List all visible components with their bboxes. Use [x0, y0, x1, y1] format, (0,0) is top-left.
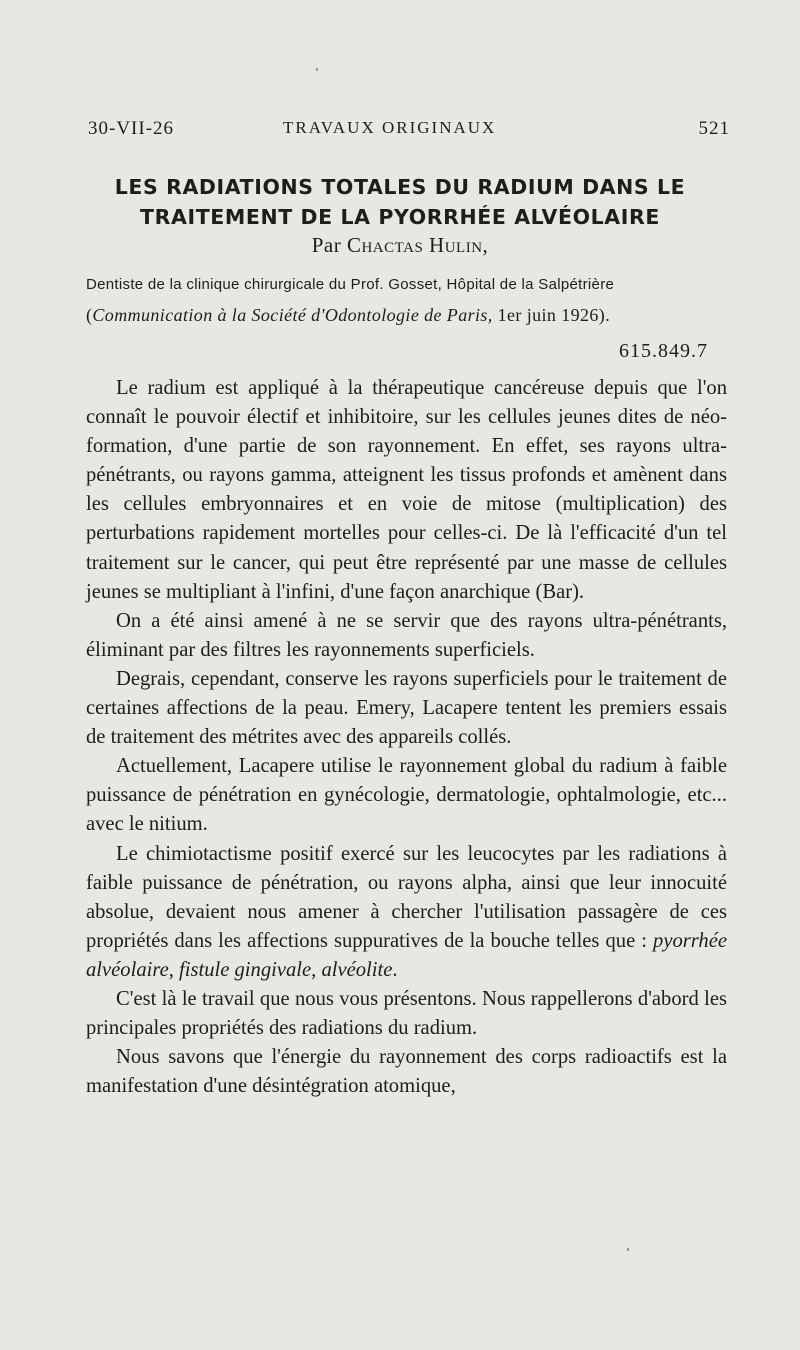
classification-code: 615.849.7: [619, 340, 708, 362]
paragraph-tail: .: [392, 958, 398, 981]
section-title: TRAVAUX ORIGINAUX: [283, 118, 497, 137]
article-body: [86, 374, 727, 1101]
title-line-2: TRAITEMENT DE LA PYORRHÉE ALVÉOLAIRE: [140, 205, 660, 229]
paragraph: C'est là le travail que nous vous présentons. Nous rappellerons d'abord les principales propriétés des radiations du radium.: [86, 987, 727, 1040]
paper-speck: [627, 1248, 629, 1251]
byline-suffix: ,: [482, 233, 489, 257]
running-header: [88, 118, 730, 146]
paragraph: Nous savons que l'énergie du rayonnement des corps radioactifs est la manifestation d'une désintégration atomique,: [86, 1046, 727, 1098]
author-name: Chactas Hulin: [346, 233, 483, 257]
communication-source: Communication à la Société d'Odontologie de Paris,: [92, 305, 493, 325]
communication-open-paren: (: [86, 305, 93, 325]
paragraph: On a été ainsi amené à ne se servir que des rayons ultra-pénétrants, éliminant par des filtres les rayonnements superficiels.: [86, 609, 727, 661]
paragraph: Actuellement, Lacapere utilise le rayonnement global du radium à faible puissance de pénétration en gynécologie, dermatologie, ophtalmologie, etc... avec le nitium.: [86, 755, 727, 836]
paragraph: Degrais, cependant, conserve les rayons superficiels pour le traitement de certaines affections de la peau. Emery, Lacapere tentent les premiers essais de traitement des métrites avec des appareils collés.: [86, 667, 727, 749]
page-number: 521: [698, 118, 730, 139]
paragraph-italic-terms: pyorrhée alvéolaire, fistule gingivale, alvéolite: [86, 929, 727, 981]
issue-date: 30-VII-26: [88, 118, 175, 139]
paragraph-text: Le chimiotactisme positif exercé sur les leucocytes par les radiations à faible puissance de pénétration, ou rayons alpha, ainsi que leur innocuité absolue, devaient nous amener à chercher l'utilisation passagère de ces propriétés dans les affections suppuratives de la bouche telles que :: [86, 842, 727, 952]
paper-speck: [316, 68, 318, 71]
paragraph: [86, 840, 727, 985]
title-line-1: LES RADIATIONS TOTALES DU RADIUM DANS LE: [114, 175, 686, 199]
communication-note: [86, 305, 730, 326]
article-title: [60, 172, 740, 232]
byline-prefix: Par: [311, 233, 347, 257]
byline: [0, 233, 800, 258]
author-affiliation: Dentiste de la clinique chirurgicale du Prof. Gosset, Hôpital de la Salpétrière: [86, 276, 615, 293]
paragraph: Le radium est appliqué à la thérapeutique cancéreuse depuis que l'on connaît le pouvoir électif et inhibitoire, sur les cellules jeunes dites de néo-formation, d'une partie de son rayonnement. En effet, ses rayons ultra-pénétrants, ou rayons gamma, atteignent les tissus profonds et amènent dans les cellules embryonnaires et en voie de mitose (multiplication) des perturbations rapidement mortelles pour celles-ci. De là l'efficacité d'un tel traitement sur le cancer, qui peut être représenté par une masse de cellules jeunes se multipliant à l'infini, d'une façon anarchique (Bar).: [86, 377, 727, 603]
communication-date: 1er juin 1926).: [492, 305, 611, 325]
